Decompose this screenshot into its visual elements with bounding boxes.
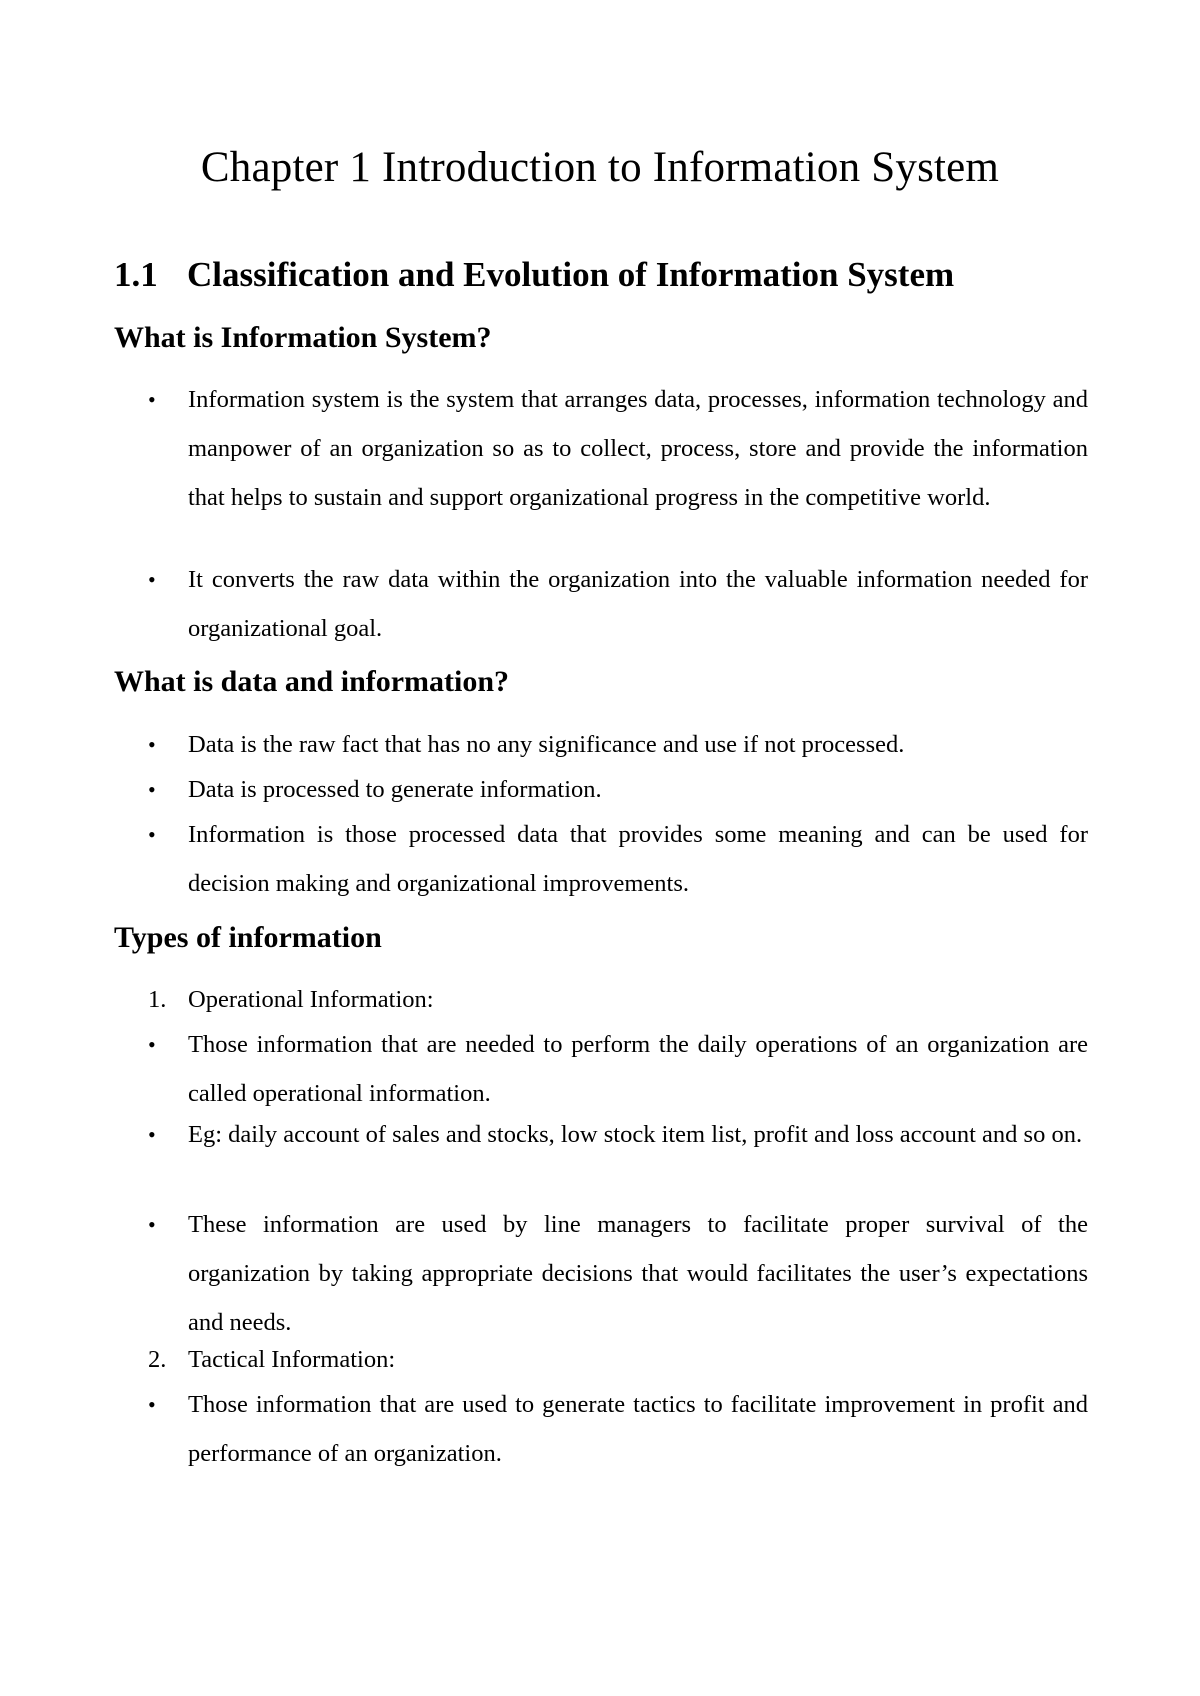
section-number: 1.1 [114,255,158,294]
bullet-item: Those information that are used to generate tactics to facilitate improvement in profit and performance of an organization. [188,1391,1088,1467]
bullet-icon: • [148,732,156,757]
bullet-icon: • [148,1392,156,1417]
list-item-operational-information: Operational Information: [188,986,434,1013]
heading-types-of-information: Types of information [114,921,382,954]
bullet-item: Information is those processed data that provides some meaning and can be used for decision making and organizational improvements. [188,821,1088,897]
heading-data-and-information: What is data and information? [114,665,510,698]
list-item-tactical-information: Tactical Information: [188,1346,396,1373]
section-title-text: Classification and Evolution of Information System [187,255,955,294]
bullet-item: Information system is the system that arranges data, processes, information technology and manpower of an organization so as to collect, process, store and provide the information that helps to sustain and support organizational progress in the competitive world. [188,386,1088,511]
list-number: 1. [148,986,167,1013]
bullet-icon: • [148,1122,156,1147]
bullet-item: Eg: daily account of sales and stocks, low stock item list, profit and loss account and so on. [188,1121,1083,1148]
section-title [114,252,954,298]
bullet-item: It converts the raw data within the organization into the valuable information needed for organizational goal. [188,566,1088,642]
heading-what-is-information-system: What is Information System? [114,321,492,354]
bullet-icon: • [148,777,156,802]
bullet-item: These information are used by line managers to facilitate proper survival of the organization by taking appropriate decisions that would facilitates the user’s expectations and needs. [188,1211,1088,1336]
bullet-icon: • [148,1032,156,1057]
list-number: 2. [148,1346,167,1373]
bullet-item: Data is processed to generate information. [188,776,602,803]
bullet-icon: • [148,822,156,847]
bullet-icon: • [148,1212,156,1237]
bullet-icon: • [148,387,156,412]
chapter-title: Chapter 1 Introduction to Information System [200,144,1000,191]
bullet-item: Data is the raw fact that has no any significance and use if not processed. [188,731,905,758]
bullet-item: Those information that are needed to perform the daily operations of an organization are called operational information. [188,1031,1088,1107]
bullet-icon: • [148,567,156,592]
